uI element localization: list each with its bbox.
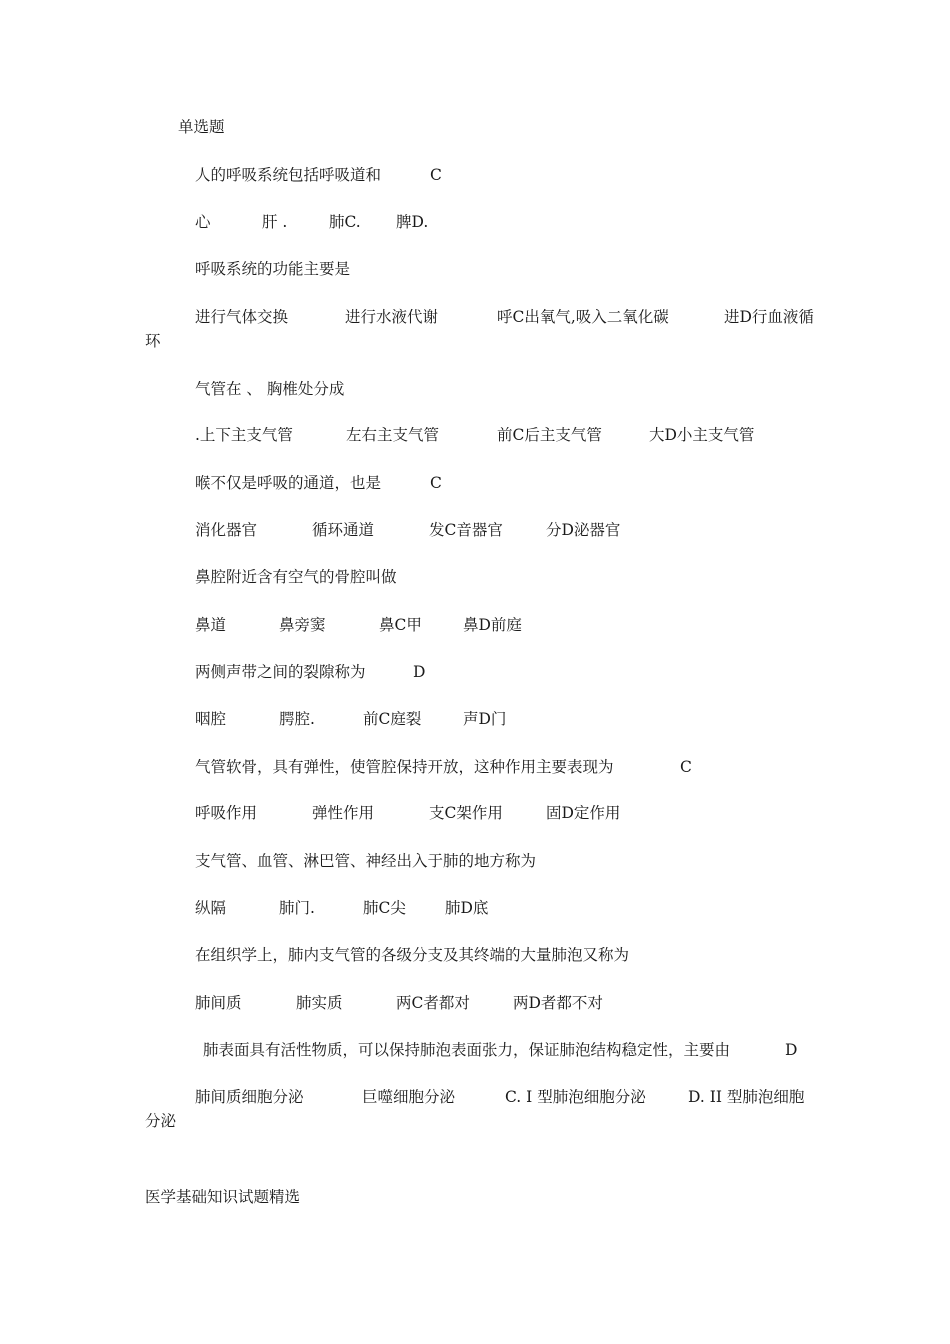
option-c: 前C后主支气管 — [497, 426, 602, 444]
option-c: 发C音器官 — [429, 521, 503, 539]
question-text: 支气管、血管、淋巴管、神经出入于肺的地方称为 — [195, 852, 537, 870]
option-c: 前C庭裂 — [363, 710, 422, 728]
option-c: 肺C尖 — [363, 899, 406, 917]
question-text: 鼻腔附近含有空气的骨腔叫做 — [195, 568, 397, 586]
option-d: 分D泌器官 — [546, 521, 621, 539]
question-text: 肺表面具有活性物质，可以保持肺泡表面张力，保证肺泡结构稳定性，主要由 — [203, 1041, 731, 1059]
answer-key: D — [785, 1041, 798, 1059]
option-wrap: 环 — [145, 332, 161, 350]
option-a: 肺间质 — [195, 994, 242, 1012]
document-footer-title: 医学基础知识试题精选 — [145, 1188, 301, 1206]
option-a: 呼吸作用 — [195, 804, 258, 822]
option-a: 鼻道 — [195, 616, 227, 634]
option-b: 弹性作用 — [312, 804, 375, 822]
option-b: 腭腔. — [279, 710, 315, 728]
option-a: .上下主支气管 — [195, 426, 293, 444]
answer-key: C — [430, 474, 442, 492]
question-text: 人的呼吸系统包括呼吸道和 — [195, 166, 382, 184]
question-text: 在组织学上，肺内支气管的各级分支及其终端的大量肺泡又称为 — [195, 946, 630, 964]
option-c: 肺C. — [329, 213, 361, 231]
option-c: 鼻C甲 — [379, 616, 422, 634]
option-b: 鼻旁窦 — [279, 616, 326, 634]
option-a: 纵隔 — [195, 899, 227, 917]
answer-key: D — [413, 663, 426, 681]
option-b: 肺实质 — [296, 994, 343, 1012]
option-d: 两D者都不对 — [513, 994, 603, 1012]
option-a: 心 — [195, 213, 211, 231]
option-wrap: 分泌 — [145, 1112, 177, 1130]
option-d: D. II 型肺泡细胞 — [688, 1088, 805, 1106]
option-c: 两C者都对 — [396, 994, 470, 1012]
option-c: C. I 型肺泡细胞分泌 — [505, 1088, 646, 1106]
option-d: 大D小主支气管 — [649, 426, 755, 444]
question-text: 气管软骨，具有弹性，使管腔保持开放，这种作用主要表现为 — [195, 758, 614, 776]
option-c: 呼C出氧气,吸入二氧化碳 — [497, 308, 669, 326]
question-text: 呼吸系统的功能主要是 — [195, 260, 351, 278]
option-d: 鼻D前庭 — [463, 616, 522, 634]
answer-key: C — [680, 758, 692, 776]
option-d: 肺D底 — [445, 899, 489, 917]
option-d: 声D门 — [463, 710, 507, 728]
option-a: 消化器官 — [195, 521, 258, 539]
option-a: 进行气体交换 — [195, 308, 289, 326]
option-d: 固D定作用 — [546, 804, 621, 822]
option-d: 脾D. — [396, 213, 429, 231]
option-a: 咽腔 — [195, 710, 227, 728]
answer-key: C — [430, 166, 442, 184]
option-c: 支C架作用 — [429, 804, 503, 822]
option-b: 肝 . — [262, 213, 288, 231]
question-text: 两侧声带之间的裂隙称为 — [195, 663, 366, 681]
option-d: 进D行血液循 — [724, 308, 814, 326]
option-b: 肺门. — [279, 899, 315, 917]
option-b: 左右主支气管 — [346, 426, 440, 444]
option-b: 循环通道 — [312, 521, 375, 539]
option-a: 肺间质细胞分泌 — [195, 1088, 304, 1106]
question-text: 气管在 、 胸椎处分成 — [195, 380, 345, 398]
option-b: 巨噬细胞分泌 — [362, 1088, 456, 1106]
question-text: 喉不仅是呼吸的通道，也是 — [195, 474, 382, 492]
option-b: 进行水液代谢 — [345, 308, 439, 326]
section-title: 单选题 — [178, 118, 225, 136]
